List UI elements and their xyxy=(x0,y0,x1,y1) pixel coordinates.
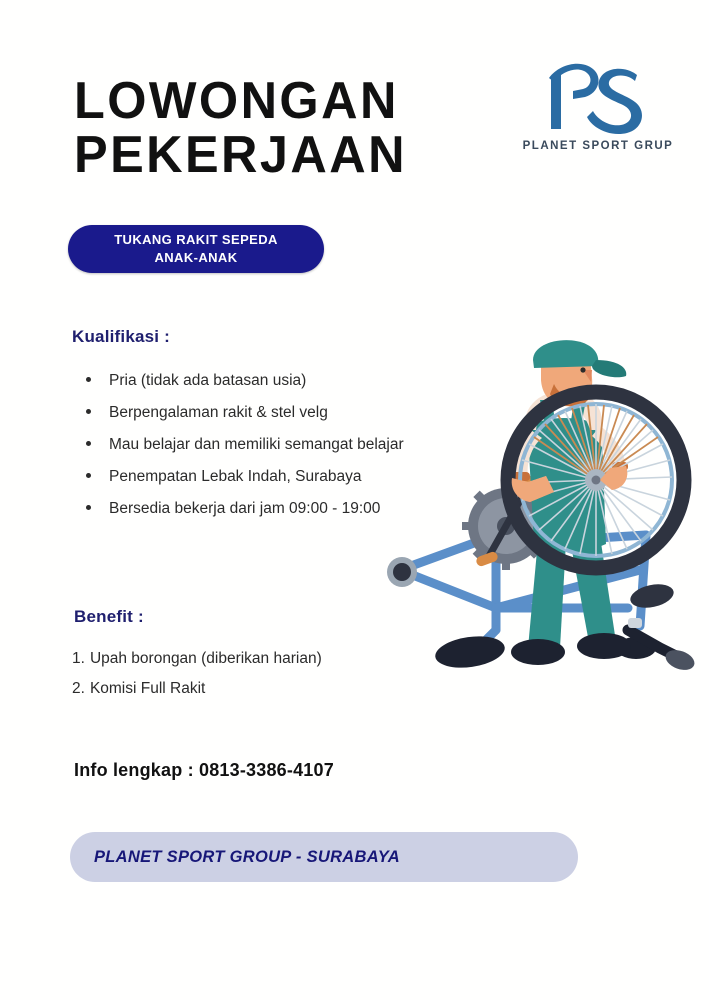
list-item xyxy=(78,400,408,425)
list-item-text: Mau belajar dan memiliki semangat belajar xyxy=(109,436,404,454)
benefit-heading: Benefit : xyxy=(74,607,144,626)
company-logo xyxy=(508,58,688,152)
footer-text: PLANET SPORT GROUP - SURABAYA xyxy=(94,847,401,866)
list-item-text: Bersedia bekerja dari jam 09:00 - 19:00 xyxy=(109,500,381,518)
list-item xyxy=(78,368,408,393)
list-item-number: 2. xyxy=(72,680,85,698)
list-item-text: Upah borongan (diberikan harian) xyxy=(89,650,322,667)
bullet-icon xyxy=(86,505,91,510)
badge-line-1: TUKANG RAKIT SEPEDA xyxy=(114,232,278,248)
list-item xyxy=(78,432,408,457)
list-item xyxy=(72,647,402,671)
bicycle-mechanic-illustration xyxy=(378,330,700,682)
list-item-text: Komisi Full Rakit xyxy=(89,680,206,698)
bullet-icon xyxy=(86,409,91,414)
list-item-text: Penempatan Lebak Indah, Surabaya xyxy=(109,468,362,486)
list-item-number: 1. xyxy=(72,650,85,667)
bullet-icon xyxy=(86,473,91,478)
benefit-list xyxy=(72,647,402,708)
list-item xyxy=(78,496,408,521)
qualifications-list xyxy=(78,368,408,529)
list-item xyxy=(78,464,408,489)
list-item xyxy=(72,677,402,701)
list-item-text: Berpengalaman rakit & stel velg xyxy=(109,404,328,422)
bullet-icon xyxy=(86,377,91,382)
ps-monogram-icon xyxy=(508,58,688,136)
company-logo-name: PLANET SPORT GRUP xyxy=(522,140,674,152)
bullet-icon xyxy=(86,441,91,446)
qualifications-heading: Kualifikasi : xyxy=(72,327,171,346)
footer-banner xyxy=(70,832,578,882)
headline-line-2: PEKERJAAN xyxy=(74,126,407,185)
headline-line-1: LOWONGAN xyxy=(74,72,399,130)
list-item-text: Pria (tidak ada batasan usia) xyxy=(109,372,307,389)
contact-info: Info lengkap : 0813-3386-4107 xyxy=(74,760,334,780)
job-position-badge xyxy=(68,225,324,273)
page-title xyxy=(74,72,494,185)
badge-line-2: ANAK-ANAK xyxy=(154,250,238,265)
